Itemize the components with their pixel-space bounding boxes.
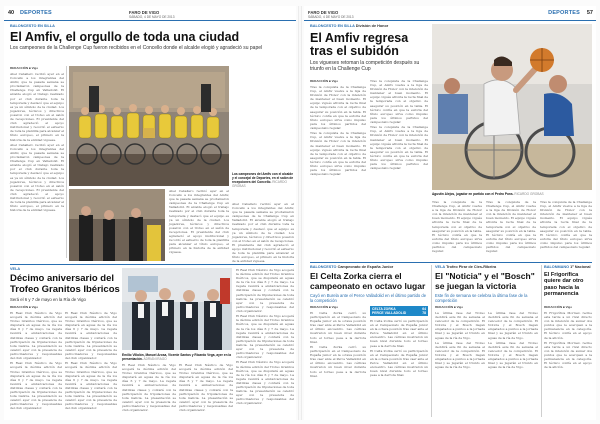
header-rule [4, 20, 296, 21]
page-number: 40 [8, 10, 15, 16]
story-subhead: Los campeones de la Challenge Cup fueron recibidos en el Concello donde el alcalde elogió y agradeció su papel [10, 45, 263, 51]
sailing-photo-credit: ADRIÁN IRAGO [143, 357, 167, 361]
publication-date: SÁBADO, 4 DE MAYO DE 2013 [129, 15, 175, 19]
story-body-continued: Abel Caballero recibió ayer en el Concello a los integrantes del Amfiv, que la pasada semana se proclamaron campeones de la Challenge Cup en Valladolid. El alcalde elogió el trabajo realizado por el club durante toda la temporada y destacó que el equipo es ya un símbolo de la ciudad. Los jugadores, técnicos y directivos posaron con el trofeo en el salón de recepciones. El presidente del club agradeció el apoyo institucional y recordó el esfuerzo de toda la plantilla para alcanzar el título europeo, el primero en la historia de la entidad viguesa. [10, 142, 64, 213]
second-story-col-1 [10, 311, 62, 417]
column-divider [431, 265, 432, 417]
story-body-b: Tras la conquista de la Challenge Cup, el Amfiv vuelve a la liga de División de Honor con la intención de mantener el buen momento. El equipo vigués afronta la recta final de la temporada con el objetivo de asegurar su posición en la tabla. El técnico confía en que la euforia del título europeo sirva como impulso para los últimos partidos del campeonato regular. [370, 79, 428, 124]
balonmano-body-more: El Frigorífica Morrazo recibe esta tarde a un rival directo con la intención de sumar dos puntos que le acerquen a la permanencia en la categoría. El técnico confía en el apoyo de la afición. [544, 340, 592, 370]
story-body-column-4 [486, 200, 536, 258]
second-story-author: REDACCIÓN ■ Vigo [10, 305, 39, 309]
story-author: REDACCIÓN ■ Vigo [10, 66, 39, 70]
story-body-repeat: Abel Caballero recibió ayer en el Concello a los integrantes del Amfiv, que la pasada semana se proclamaron campeones de la Challenge Cup en Valladolid. El alcalde elogió el trabajo realizado por el club durante toda la temporada y destacó que el equipo es ya un símbolo de la ciudad. Los jugadores, técnicos y directivos posaron con el trofeo en el salón de recepciones. El presidente del club agradeció el apoyo institucional y recordó el esfuerzo de toda la plantilla para alcanzar el título europeo, el primero en la historia de la entidad viguesa. [169, 189, 229, 255]
left-page [4, 6, 296, 420]
story-author: REDACCIÓN ■ Vigo [310, 79, 339, 83]
celta-body-c: El Celta Zorka cerró su participación en el Campeonato de España junior en la octava posición tras caer ante el Perce Valladolid en el último encuentro. Las célticas mostraron un buen nivel durante todo el torneo pese a la derrota final. [370, 348, 428, 378]
celta-headline: El Celta Zorka cierra el campeonato en octavo lugar [310, 271, 426, 291]
publication-name: FARO DE VIGO [308, 10, 339, 15]
sailing-photo-caption [122, 353, 232, 361]
balonmano-body-col [544, 311, 592, 417]
vela-kicker-text: VELA [435, 265, 445, 269]
story-body-column [310, 85, 366, 225]
page-gutter [298, 6, 302, 420]
score-value: 64 [422, 307, 426, 311]
score-value: 78 [422, 311, 426, 315]
story-body-e: Tras la conquista de la Challenge Cup, el Amfiv vuelve a la liga de División de Honor con la intención de mantener el buen momento. El equipo vigués afronta la recta final de la temporada con el objetivo de asegurar su posición en la tabla. El técnico confía en que la euforia del título europeo sirva como impulso para los últimos partidos del campeonato regular. [486, 200, 536, 254]
story-body: Tras la conquista de la Challenge Cup, el Amfiv vuelve a la liga de División de Honor con la intención de mantener el buen momento. El equipo vigués afronta la recta final de la temporada con el objetivo de asegurar su posición en la tabla. El técnico confía en que la euforia del título europeo sirva como impulso para los últimos partidos del campeonato regular. [310, 85, 366, 130]
story-body-f: Tras la conquista de la Challenge Cup, el Amfiv vuelve a la liga de División de Honor con la intención de mantener el buen momento. El equipo vigués afronta la recta final de la temporada con el objetivo de asegurar su posición en la tabla. El técnico confía en que la euforia del título europeo sirva como impulso para los últimos partidos del campeonato regular. [540, 200, 592, 250]
second-story-body-b: El Real Club Náutico de Vigo acogerá la décima edición del Trofeo Granitos Ibéricos, que se disputará en aguas de la ría los días 6 y 7 de mayo. La regata reunirá a embarcaciones de distintas clases y contará con la participación de tripulaciones de toda Galicia. La presentación se celebró ayer con la presencia de patrocinadores y responsables del club organizador. [65, 311, 117, 361]
vela-author: REDACCIÓN ■ Vigo [435, 305, 464, 309]
story-body-column-2 [370, 79, 428, 225]
story-kicker [310, 24, 388, 28]
balonmano-body: El Frigorífica Morrazo recibe esta tarde a un rival directo con la intención de sumar dos puntos que le acerquen a la permanencia en la categoría. El técnico confía en el apoyo de la afición. [544, 311, 592, 340]
team-photo [69, 66, 229, 186]
second-story-body-c: El Real Club Náutico de Vigo acogerá la décima edición del Trofeo Granitos Ibéricos, que se disputará en aguas de la ría los días 6 y 7 de mayo. La regata reunirá a embarcaciones de distintas clases y contará con la participación de tripulaciones de toda Galicia. La presentación se celebró ayer con la presencia de patrocinadores y responsables del club organizador. [65, 361, 117, 411]
basketball-caption-text: Agustín Alejos, jugador en partido con el Pedro Pons. [432, 192, 514, 196]
left-page-header [4, 10, 296, 18]
sailing-presentation-photo [122, 268, 232, 350]
vela-body-b: La última fase del Trofeo decidirá este fin de semana el vencedor de la competición. El Noticia y el Bosch llegan empatados a puntos a la jornada final y se jugarán el triunfo en aguas de la ría de Vigo. [488, 311, 538, 340]
vela-body: La última fase del Trofeo decidirá este fin de semana el vencedor de la competición. El Noticia y el Bosch llegan empatados a puntos a la jornada final y se jugarán el triunfo en aguas de la ría de Vigo. [435, 311, 485, 340]
story-kicker: BALONCESTO EN SILLA [10, 24, 55, 28]
second-story-col-5 [236, 268, 294, 417]
story-headline: El Amfiv, el orgullo de toda una ciudad [10, 30, 240, 44]
vela-body-c: La última fase del Trofeo decidirá este fin de semana el vencedor de la competición. El Noticia y el Bosch llegan empatados a puntos a la jornada final y se jugarán el triunfo en aguas de la ría de Vigo. [488, 340, 538, 370]
balonmano-kicker-extra: 1ª Nacional [570, 265, 591, 269]
vela-subhead: Este fin de semana se celebra la última fase de la competición [435, 293, 528, 303]
story-subhead: Los vigueses retoman la competición después su triunfo en la Challenge Cup [310, 60, 420, 72]
score-row [372, 311, 426, 315]
vela-body-col-2 [488, 311, 538, 417]
second-story-kicker: VELA [10, 267, 21, 271]
story-kicker-extra: División de Honor [355, 24, 389, 28]
story-separator [10, 264, 294, 265]
right-page-header [304, 10, 596, 18]
right-page [304, 6, 596, 420]
second-body-column [169, 189, 229, 259]
celta-body: El Celta Zorka cerró su participación en el Campeonato de España junior en la octava posición tras caer ante el Perce Valladolid en el último encuentro. Las célticas mostraron un buen nivel durante todo el torneo pese a la derrota final. [310, 311, 366, 344]
page-number: 57 [586, 10, 593, 16]
vela-kicker-extra: Trofeo Pirar de Cies-Ribeira [446, 265, 497, 269]
second-story-body-more: El Real Club Náutico de Vigo acogerá la décima edición del Trofeo Granitos Ibéricos, que se disputará en aguas de la ría los días 6 y 7 de mayo. La regata reunirá a embarcaciones de distintas clases y contará con la participación de tripulaciones de toda Galicia. La presentación se celebró ayer con la presencia de patrocinadores y responsables del club organizador. [10, 361, 62, 411]
celta-body-b: El Celta Zorka cerró su participación en el Campeonato de España junior en la octava posición tras caer ante el Perce Valladolid en el último encuentro. Las célticas mostraron un buen nivel durante todo el torneo pese a la derrota final. [370, 319, 428, 348]
balonmano-author: REDACCIÓN ■ Vigo [544, 305, 573, 309]
sailing-photo-image [122, 268, 232, 350]
column-divider [541, 265, 542, 417]
celta-kicker-extra: Campeonato de España Junior [337, 265, 394, 269]
second-story-body: El Real Club Náutico de Vigo acogerá la décima edición del Trofeo Granitos Ibéricos, que se disputará en aguas de la ría los días 6 y 7 de mayo. La regata reunirá a embarcaciones de distintas clases y contará con la participación de tripulaciones de toda Galicia. La presentación se celebró ayer con la presencia de patrocinadores y responsables del club organizador. [10, 311, 62, 361]
story-body-d: Tras la conquista de la Challenge Cup, el Amfiv vuelve a la liga de División de Honor con la intención de mantener el buen momento. El equipo vigués afronta la recta final de la temporada con el objetivo de asegurar su posición en la tabla. El técnico confía en que la euforia del título europeo sirva como impulso para los últimos partidos del campeonato regular. [432, 200, 482, 254]
team-photo-caption [232, 172, 294, 188]
vela-kicker [435, 265, 535, 269]
second-story-subhead: Será el 6 y 7 de mayo en la Ría de Vigo [10, 297, 86, 302]
score-box [370, 306, 428, 316]
reception-photo-image [69, 189, 165, 261]
publication-date: SÁBADO, 4 DE MAYO DE 2013 [308, 15, 354, 19]
photo-credit: RICARDO GROBAS [232, 180, 287, 188]
story-body-column-5 [540, 200, 592, 258]
story-headline: El Amfiv regresa tras el subidón [310, 31, 409, 58]
story-body: Abel Caballero recibió ayer en el Concello a los integrantes del Amfiv, que la pasada semana se proclamaron campeones de la Challenge Cup en Valladolid. El alcalde elogió el trabajo realizado por el club durante toda la temporada y destacó que el equipo es ya un símbolo de la ciudad. Los jugadores, técnicos y directivos posaron con el trofeo en el salón de recepciones. El presidente del club agradeció el apoyo institucional y recordó el esfuerzo de toda la plantilla para alcanzar el título europeo, el primero en la historia de la entidad viguesa. [10, 72, 64, 142]
second-story-col-2 [65, 311, 117, 417]
vela-body-more: La última fase del Trofeo decidirá este fin de semana el vencedor de la competición. El Noticia y el Bosch llegan empatados a puntos a la jornada final y se jugarán el triunfo en aguas de la ría de Vigo. [435, 340, 485, 370]
sailing-caption-text: Emilio Villalón, Manuel Arosa, Vicente Santos y Ricardo Vega, ayer en la presentación. [122, 353, 232, 361]
second-story-col-3 [122, 363, 176, 417]
celta-author: REDACCIÓN ■ Vigo [310, 305, 339, 309]
story-body-column-3 [432, 200, 482, 258]
story-body-continued: Tras la conquista de la Challenge Cup, el Amfiv vuelve a la liga de División de Honor con la intención de mantener el buen momento. El equipo vigués afronta la recta final de la temporada con el objetivo de asegurar su posición en la tabla. El técnico confía en que la euforia del título europeo sirva como impulso para los últimos partidos del campeonato regular. [310, 131, 366, 177]
celta-body-more: El Celta Zorka cerró su participación en el Campeonato de España junior en la octava posición tras caer ante el Perce Valladolid en el último encuentro. Las célticas mostraron un buen nivel durante todo el torneo pese a la derrota final. [310, 344, 366, 378]
second-story-body-f: El Real Club Náutico de Vigo acogerá la décima edición del Trofeo Granitos Ibéricos, que se disputará en aguas de la ría los días 6 y 7 de mayo. La regata reunirá a embarcaciones de distintas clases y contará con la participación de tripulaciones de toda Galicia. La presentación se celebró ayer con la presencia de patrocinadores y responsables del club organizador. [236, 268, 294, 313]
story-body-column [10, 72, 64, 258]
score-team: PERCE VALLADOLID [372, 311, 407, 315]
section-label: DEPORTES [20, 10, 52, 16]
story-separator [310, 262, 592, 263]
column-divider [66, 66, 67, 258]
score-team: CELTA ZORKA [372, 307, 396, 311]
basketball-photo-image [432, 24, 592, 190]
section-label: DEPORTES [548, 10, 580, 16]
publication-name: FARO DE VIGO [129, 10, 160, 15]
second-story-body-g: El Real Club Náutico de Vigo acogerá la décima edición del Trofeo Granitos Ibéricos, que se disputará en aguas de la ría los días 6 y 7 de mayo. La regata reunirá a embarcaciones de distintas clases y contará con la participación de tripulaciones de toda Galicia. La presentación se celebró ayer con la presencia de patrocinadores y responsables del club organizador. [236, 314, 294, 360]
vela-headline: El "Noticia" y el "Bosch" se juegan la victoria [435, 271, 535, 291]
basketball-photo-caption [432, 192, 592, 196]
balonmano-kicker [544, 265, 594, 269]
story-body-c: Tras la conquista de la Challenge Cup, el Amfiv vuelve a la liga de División de Honor con la intención de mantener el buen momento. El equipo vigués afronta la recta final de la temporada con el objetivo de asegurar su posición en la tabla. El técnico confía en que la euforia del título europeo sirva como impulso para los últimos partidos del campeonato regular. [370, 125, 428, 171]
wheelchair-basketball-photo [432, 24, 592, 190]
second-story-body-d: El Real Club Náutico de Vigo acogerá la décima edición del Trofeo Granitos Ibéricos, que se disputará en aguas de la ría los días 6 y 7 de mayo. La regata reunirá a embarcaciones de distintas clases y contará con la participación de tripulaciones de toda Galicia. La presentación se celebró ayer con la presencia de patrocinadores y responsables del club organizador. [122, 363, 176, 413]
balonmano-headline: El Frigorífica quiere dar otro paso hacia la permanencia [544, 272, 584, 298]
caption-text: Los campeones del Amfiv con el alcalde y el concejal de Deportes, en el salón de recepciones del Concello. [232, 172, 294, 184]
celta-kicker [310, 265, 428, 269]
team-photo-image [69, 66, 229, 186]
second-story-headline: Décimo aniversario del Trofeo Granitos Ibéricos [10, 273, 120, 295]
basketball-photo-credit: RICARDO GROBAS [514, 192, 544, 196]
third-body-column [232, 202, 294, 264]
celta-subhead: Cayó en Burela ante el Perce Valladolid en el último partido de la competición [310, 293, 427, 303]
second-story-body-e: El Real Club Náutico de Vigo acogerá la décima edición del Trofeo Granitos Ibéricos, que se disputará en aguas de la ría los días 6 y 7 de mayo. La regata reunirá a embarcaciones de distintas clases y contará con la participación de tripulaciones de toda Galicia. La presentación se celebró ayer con la presencia de patrocinadores y responsables del club organizador. [179, 363, 233, 413]
second-story-body-h: El Real Club Náutico de Vigo acogerá la décima edición del Trofeo Granitos Ibéricos, que se disputará en aguas de la ría los días 6 y 7 de mayo. La regata reunirá a embarcaciones de distintas clases y contará con la participación de tripulaciones de toda Galicia. La presentación se celebró ayer con la presencia de patrocinadores y responsables del club organizador. [236, 360, 294, 406]
celta-body-col-1 [310, 311, 366, 417]
balonmano-kicker-text: BALONMANO [544, 265, 570, 269]
header-rule [304, 20, 596, 21]
celta-kicker-text: BALONCESTO [310, 265, 337, 269]
vela-body-col-1 [435, 311, 485, 417]
story-body-end: Abel Caballero recibió ayer en el Concello a los integrantes del Amfiv, que la pasada semana se proclamaron campeones de la Challenge Cup en Valladolid. El alcalde elogió el trabajo realizado por el club durante toda la temporada y destacó que el equipo es ya un símbolo de la ciudad. Los jugadores, técnicos y directivos posaron con el trofeo en el salón de recepciones. El presidente del club agradeció el apoyo institucional y recordó el esfuerzo de toda la plantilla para alcanzar el título europeo, el primero en la historia de la entidad viguesa. [232, 202, 294, 264]
reception-photo [69, 189, 165, 261]
story-kicker-text: BALONCESTO EN SILLA [310, 24, 355, 28]
second-story-col-4 [179, 363, 233, 417]
celta-body-col-2 [370, 319, 428, 417]
